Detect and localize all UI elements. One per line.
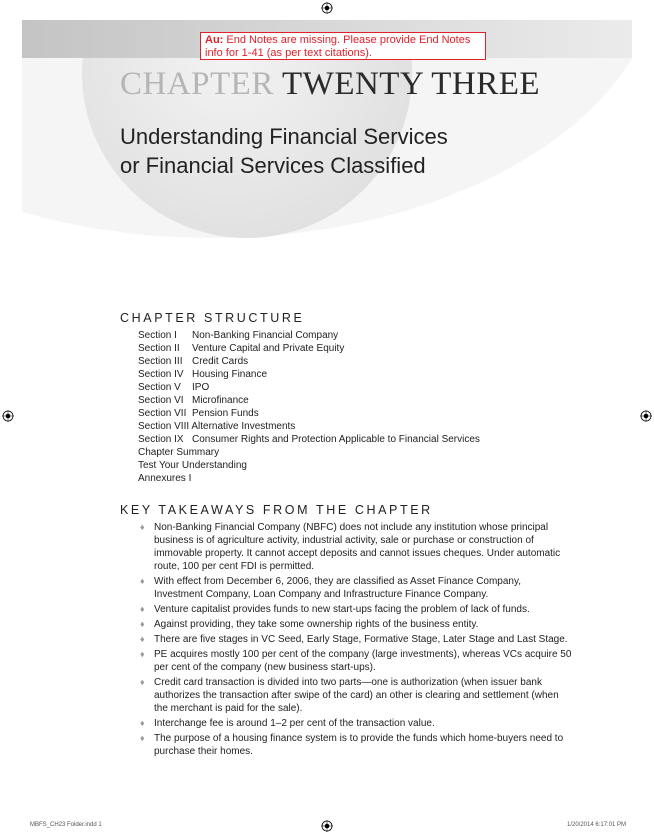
chapter-number: TWENTY THREE <box>282 66 541 102</box>
takeaway-item: ♦ PE acquires mostly 100 per cent of the company (large investments), whereas VCs acquire 50 per cent of the company (new business start-ups). <box>140 649 572 673</box>
chapter-title: Understanding Financial Services or Financial Services Classified <box>120 124 448 178</box>
takeaway-item: ♦ Interchange fee is around 1–2 per cent of the transaction value. <box>140 718 435 729</box>
diamond-bullet-icon: ♦ <box>140 619 145 629</box>
diamond-bullet-icon: ♦ <box>140 634 145 644</box>
diamond-bullet-icon: ♦ <box>140 677 145 687</box>
structure-item: Test Your Understanding <box>138 460 247 471</box>
structure-item: Section III Credit Cards <box>138 356 249 367</box>
footer-filename: MBFS_CH23 Folder.indd 1 <box>30 822 102 828</box>
takeaway-item: ♦ The purpose of a housing finance system is to provide the funds which home-buyers need to purchase their homes. <box>140 733 564 757</box>
structure-item: Section V IPO <box>138 382 210 393</box>
diamond-bullet-icon: ♦ <box>140 718 145 728</box>
structure-item: Section IX Consumer Rights and Protection Applicable to Financial Services <box>138 434 480 445</box>
structure-item: Annexures I <box>138 473 192 484</box>
diamond-bullet-icon: ♦ <box>140 733 145 743</box>
key-takeaways-heading: KEY TAKEAWAYS FROM THE CHAPTER <box>120 503 433 517</box>
chapter-label <box>120 66 540 103</box>
structure-item: Section IV Housing Finance <box>138 369 268 380</box>
diamond-bullet-icon: ♦ <box>140 604 145 614</box>
structure-item: Chapter Summary <box>138 447 220 458</box>
author-note-prefix: Au: <box>205 34 224 46</box>
key-takeaways-list <box>140 521 572 760</box>
structure-item: Section I Non-Banking Financial Company <box>138 330 339 341</box>
chapter-structure-heading: CHAPTER STRUCTURE <box>120 311 305 325</box>
diamond-bullet-icon: ♦ <box>140 649 145 659</box>
structure-item: Section II Venture Capital and Private Equity <box>138 343 345 354</box>
registration-mark-icon <box>321 820 333 832</box>
footer-timestamp: 1/20/2014 6:17:01 PM <box>567 822 627 828</box>
takeaway-item: ♦ With effect from December 6, 2006, they are classified as Asset Finance Company, Investment Company, Loan Company and Infrastructure Finance Company. <box>140 576 522 600</box>
author-query-note <box>200 32 486 60</box>
chapter-prefix: CHAPTER <box>120 66 274 102</box>
takeaway-item: ♦ There are five stages in VC Seed, Early Stage, Formative Stage, Later Stage and Last Stage. <box>140 634 568 645</box>
diamond-bullet-icon: ♦ <box>140 576 145 586</box>
diamond-bullet-icon: ♦ <box>140 522 145 532</box>
takeaway-item: ♦ Credit card transaction is divided into two parts—one is authorization (when issuer bank authorizes the transaction after swipe of the card) an other is clearing and settlement (when the merchant is paid for the sale). <box>140 677 559 714</box>
structure-item: Section VI Microfinance <box>138 395 249 406</box>
takeaway-item: ♦ Against providing, they take some ownership rights of the business entity. <box>140 619 479 630</box>
chapter-structure-list <box>138 329 480 485</box>
author-note-text: End Notes are missing. Please provide End Notes info for 1-41 (as per text citations). <box>205 34 471 59</box>
structure-item: Section VII Pension Funds <box>138 408 259 419</box>
registration-mark-icon <box>640 410 652 422</box>
registration-mark-icon <box>2 410 14 422</box>
registration-mark-icon <box>321 2 333 14</box>
structure-item: Section VIII Alternative Investments <box>138 421 296 432</box>
takeaway-item: ♦ Non-Banking Financial Company (NBFC) does not include any institution whose principal business is of agriculture activity, industrial activity, sale or purchase or construction of immovable property. It cannot accept deposits and cannot issues cheques. Under automatic route, 100 per cent FDI is permitted. <box>140 522 561 572</box>
takeaway-item: ♦ Venture capitalist provides funds to new start-ups facing the problem of lack of funds. <box>140 604 530 615</box>
